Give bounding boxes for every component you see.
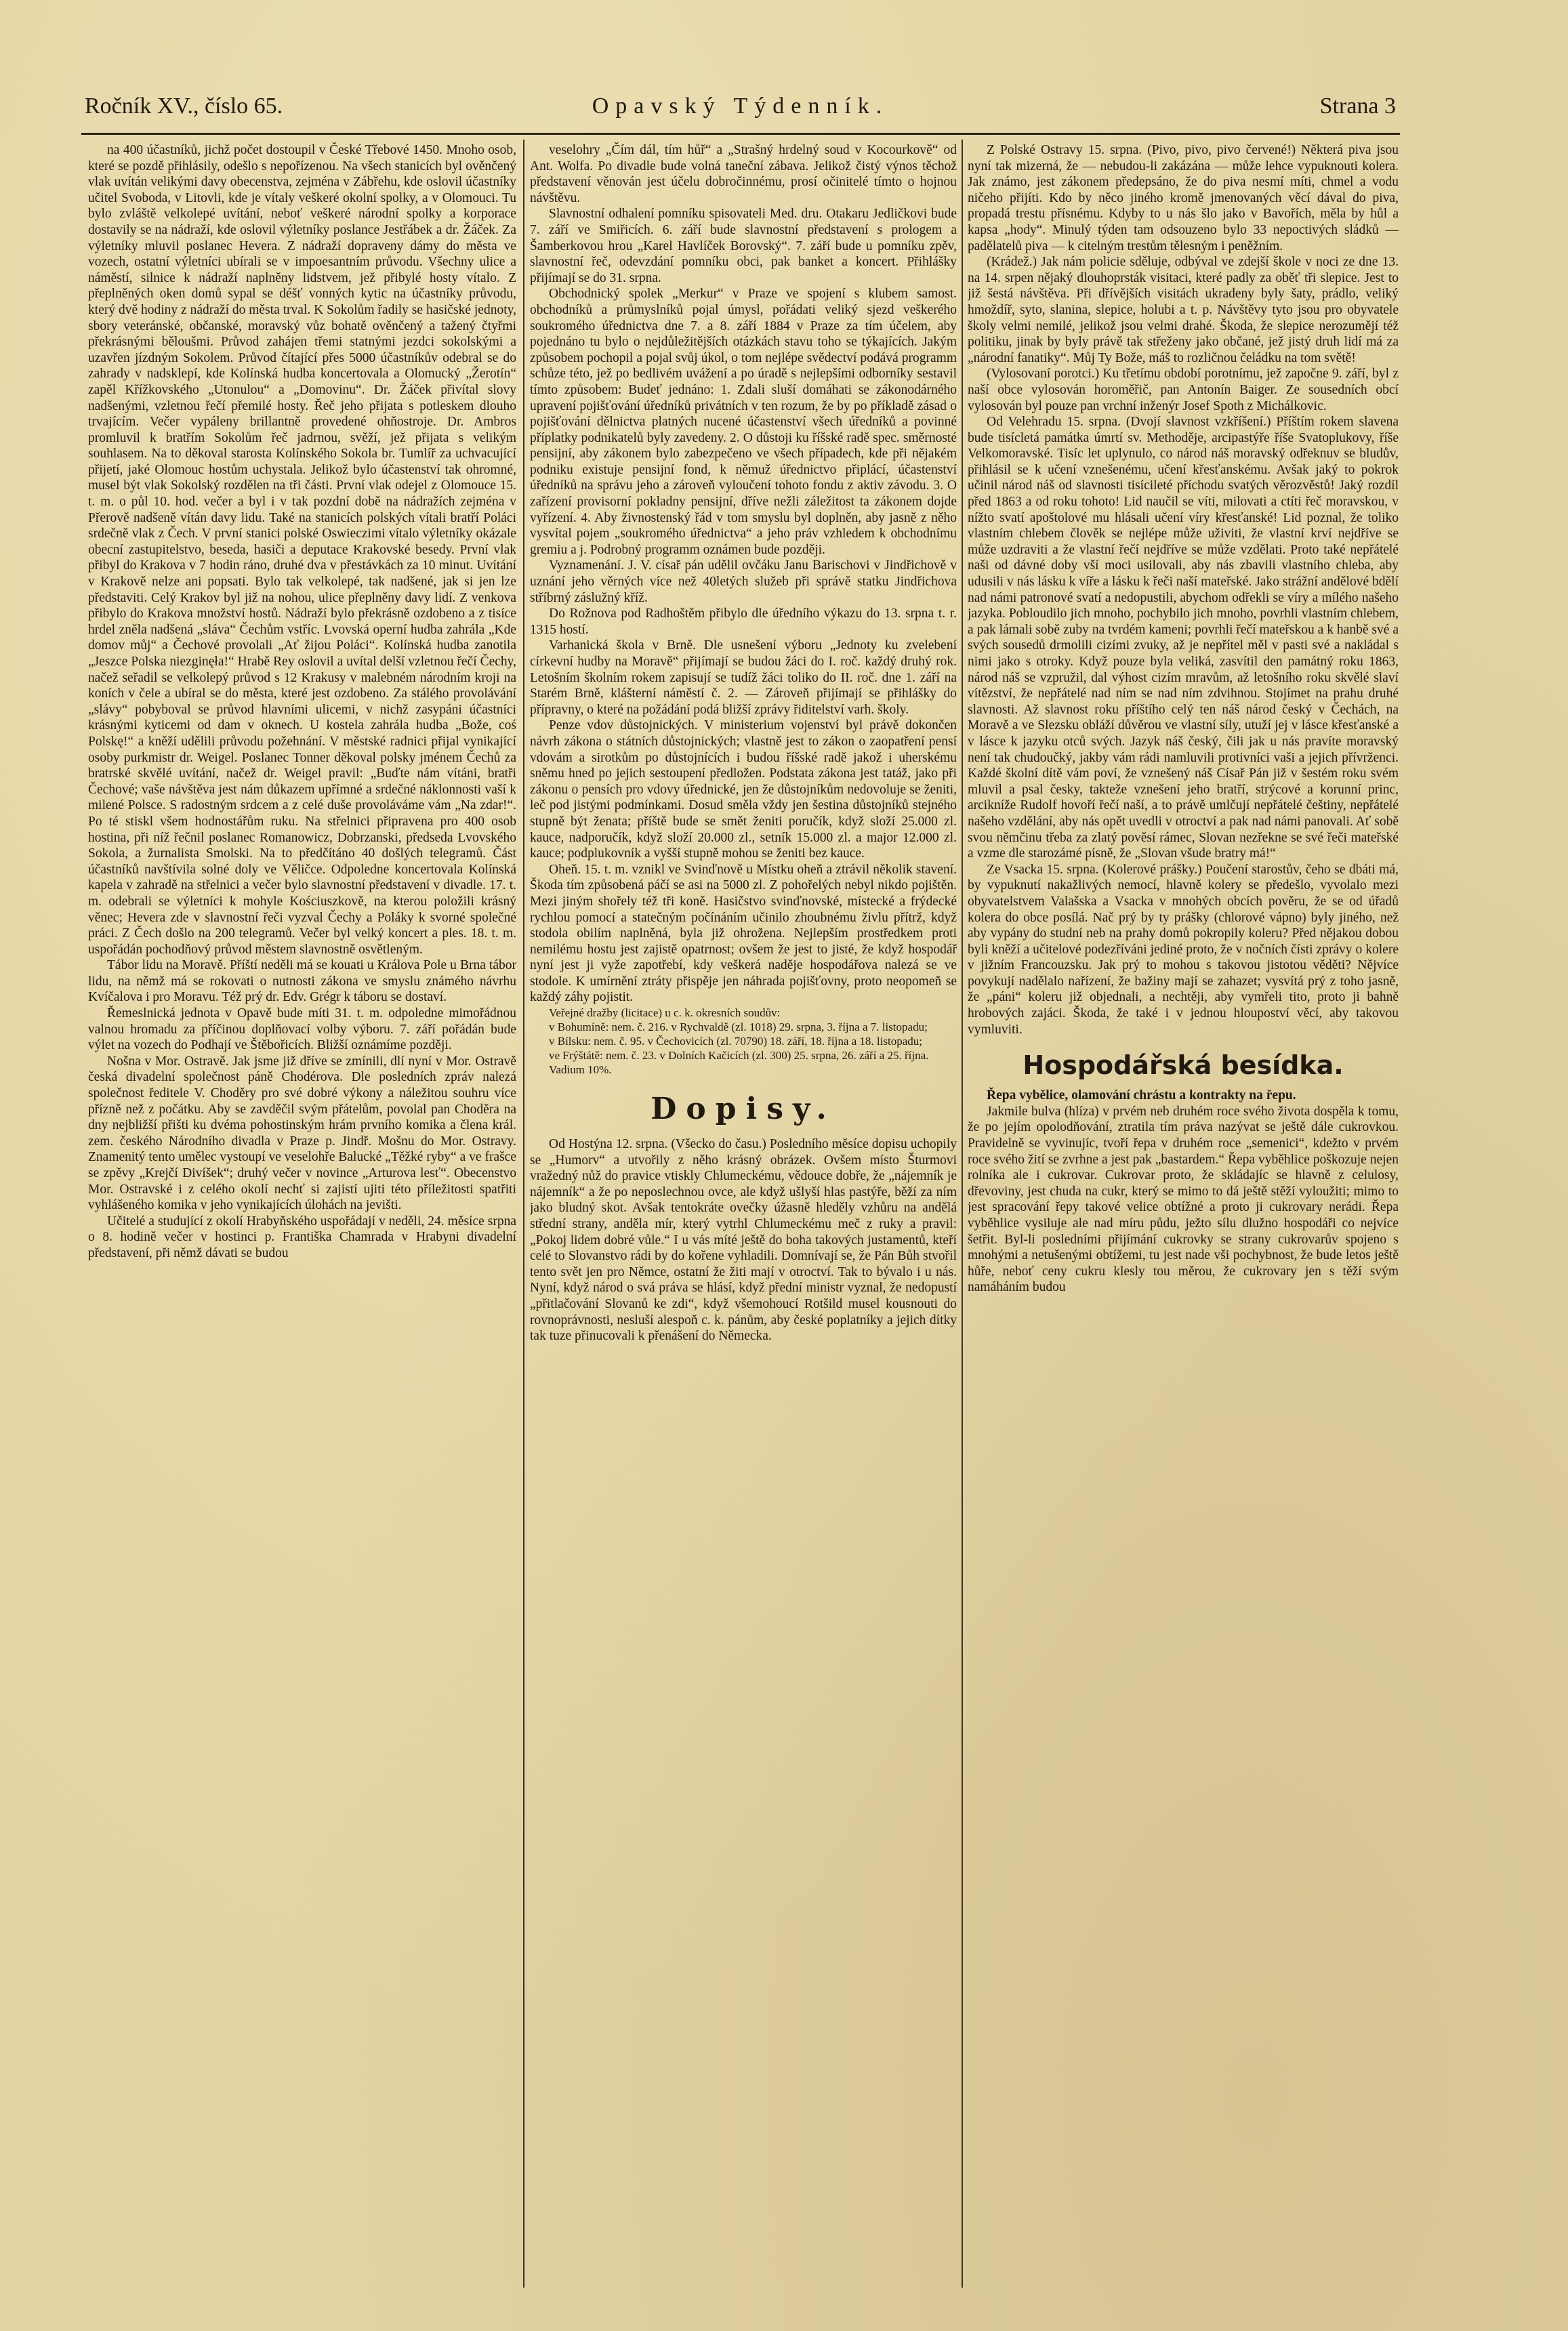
page-number: Strana 3 <box>1319 94 1396 119</box>
section-heading-besidka: Hospodářská besídka. <box>1023 1050 1344 1081</box>
article-text: (Krádež.) Jak nám policie sděluje, odbýval ve zdejší škole v noci ze dne 13. na 14. srpen nějaký dlouhoprsták visitaci, které padly za oběť tři slepice. Jest to již šestá návštěva. Při dřívějších visitách ukradeny byly šaty, prádlo, veliký hmoždíř, syto, slanina, slepice, holubi a t. p. Návštěvy tyto jsou pro obyvatele školy velmi nemilé, jelikož jsou velmi drahé. Škoda, že slepice nerozumějí též politiku, jinak by byly právě tak střeženy jako občané, jež jistý druh lidí má za „národní fanatiky“. Můj Ty Bože, máš to rozličnou čeládku na tom světě! <box>968 255 1399 365</box>
article-text: Slavnostní odhalení pomníku spisovateli Med. dru. Otakaru Jedličkovi bude 7. září ve Smiřicích. 6. září bude slavnostní představení s prologem a Šamberkovou hrou „Karel Havlíček Borovský“. 7. září bude u pomníku zpěv, slavnostní řeč, odevzdání pomníku obci, pak banket a koncert. Přihlášky přijímají se do 31. srpna. <box>530 207 957 285</box>
article-text: (Vylosovaní porotci.) Ku třetímu období porotnímu, jež započne 9. září, byl z naší obce vylosován horoměřič, pan Antonín Baiger. Ze sousedních obcí vylosován byl pouze pan vrchní inženýr Josef Spoth z Michálkovic. <box>968 367 1399 413</box>
article-text: Tábor lidu na Moravě. Příští neděli má se kouati u Králova Pole u Brna tábor lidu, na němž má se rokovati o nutnosti zákona ve smyslu známého návrhu Kvíčalova i pro Moravu. Též prý dr. Edv. Grégr k táboru se dostaví. <box>88 958 516 1005</box>
article-subheading: Řepa vybělice, olamování chrástu a kontrakty na řepu. <box>987 1088 1296 1103</box>
column-divider <box>523 140 524 2288</box>
auction-entry: v Bohumíně: nem. č. 216. v Rychvaldě (zl. 1018) 29. srpna, 3. října a 7. listopadu; <box>549 1020 928 1034</box>
column-2 <box>530 142 957 2290</box>
page-header <box>85 94 1396 134</box>
article-text: Jakmile bulva (hlíza) v prvém neb druhém roce svého života dospěla k tomu, že po jejím opolodňování, ztratila tím práva nazývat se ještě dále cukrovkou. Pravidelně se vyvinujíc, tvoří řepa v druhém roce „semenici“, kdežto v prvém roce svého žití se zvrhne a jest pak „bastardem.“ Řepa vyběhlice poškozuje nejen rolníka ale i cukrovar. Cukrovar proto, že skládajíc se hlavně z celulosy, dřevoviny, jest chuda na cukr, který se mimo to dá ještě stěží vyloužiti; mimo to jest spracování řepy takové velice obtížné a proto ji cukrovary nerádi. Řepa vyběhlice vysiluje ale nad míru půdu, ježto sílu dlužno hospodáři co nejvíce šetřit. Byl-li posledními přijímání cukrovky se strany cukrovarův spojeno s mnohými a netušenými obtížemi, tu jest nade vši pochybnost, že bude letos ještě hůře, neboť ceny cukru klesly tou měrou, že cukrovary jen s těží svým namáháním budou <box>968 1104 1399 1295</box>
column-1 <box>88 142 516 2290</box>
column-3 <box>968 142 1399 2290</box>
article-text: Oheň. 15. t. m. vznikl ve Svinďnově u Místku oheň a ztrávil několik stavení. Škoda tím způsobená páčí se asi na 5000 zl. Z pohořelých nebyl nikdo pojištěn. Mezi jiným shořely též tři koně. Hasičstvo svinďnovské, místecké a frýdecké rychlou pomocí a statečným počínáním učinilo zhoubnému živlu přítrž, když stodola obilím naplněná, byla již ohrožena. Nejlepším prostředkem proti nemilému hostu jest zajistě opatrnost; ovšem že jest to jisté, že když hospodář nyní jest ji vyže zapotřebí, kdy veškerá naděje hospodářova nalezá se ve stodole. K umírnění ztráty přispěje jen náhrada pojišťovny, proto neopomeň se každý záhy pojistit. <box>530 862 957 1005</box>
article-text: Ze Vsacka 15. srpna. (Kolerové prášky.) Poučení starostův, čeho se dbáti má, by vypuknutí nakažlivých nemocí, hlavně kolery se předešlo, vyvolalo mezi obyvatelstvem Valašska a Vsacka v mnohých obcích pověru, že se od úřadů kolera do obce posílá. Nač prý by ty prášky (chlorové vápno) byly jiného, než aby vypány do studní neb na prahy domů pokropily koleru? Před nějakou dobou byli kněží a učitelové podezříváni jediné proto, že v nočních čísti zprávy o kolere v jižním Francouzsku. Jak prý to mohou s takovou jistotou věděti? Nějvíce povykují nadělalo nařízení, že bažiny mají se zahazet; vysvítá prý z toho jasně, že „páni“ koleru již objednali, a nechtěji, aby vymřeli tito, proto ji bahně hrobových zajáci. Škoda, že také i v jednou hloupoství věcí, aby takovou vymluviti. <box>968 862 1399 1037</box>
article-text: Do Rožnova pod Radhoštěm přibylo dle úředního výkazu do 13. srpna t. r. 1315 hostí. <box>530 606 957 637</box>
article-text: Obchodnický spolek „Merkur“ v Praze ve spojení s klubem samost. obchodníků a průmyslníků pojal úmysl, pořádati veliký sjezd veškerého soukromého úřednictva dne 7. a 8. září 1884 v Praze za tím účelem, aby pojednáno tu bylo o nejdůležitějších otázkách stavu toho se týkajících. Jakým způsobem pochopil a pojal svůj úkol, o tom nejlépe svědectví podává programm schůze této, jež po bedlivém uvážení a po úradě s nejlepšími odborníky sestavil tímto způsobem: Budeť jednáno: 1. Zdali sluší domáhati se zákonodárného upravení pojišťování úředníků privátních v ten rozum, že by po příkladě zásad o pojišťování dělnictva platných nucené účastenství všech úředníků a povinné příplatky podnikatelů byly zavedeny. 2. O důstoji ku říšské radě spec. směrnosté pensijní, aby zákonem bylo zabezpečeno ve všech případech, kde při nějakém podniku existuje pensijní fond, k němuž úřednictvo připlácí, účastenství úředníků na správu jeho a zároveň vyloučení tohoto fondu z aktiv závodu. 3. O zařízení provisorní pokladny pensijní, dříve nežli záležitost ta zákonem dojde vyřízení. 4. Aby živnostenský řád v tom smyslu byl doplněn, aby jasně z něho vysvítal pojem „soukromého úřednictva“ a jeho práv vzhledem k obchodnímu gremiu a j. Podrobný programm oznámen bude později. <box>530 287 957 557</box>
article-text: Řemeslnická jednota v Opavě bude míti 31. t. m. odpoledne mimořádnou valnou hromadu za příčinou doplňovací volby výboru. 7. září pořádán bude výlet na vozech do Podhají ve Štěbořicích. Bližší oznámíme později. <box>88 1006 516 1053</box>
issue-number: Ročník XV., číslo 65. <box>85 94 283 119</box>
article-text: na 400 účastníků, jichž počet dostoupil v České Třebové 1450. Mnoho osob, které se pozdě přihlásily, odešlo s nepořízenou. Na všech stanicích byl ověnčený vlak uvítán velikými davy obecenstva, zejména v Zábřehu, kde oslovil účastníky učitel Svoboda, v Litovli, kde je vítaly veškeré okolní spolky, a v Olomouci. Tu bylo zvláště velkolepé uvítání, neboť veškeré národní spolky a korporace dostavily se na nádraží, kde oslovil výletníky poslance Jestřábek a dr. Žáček. Za výletníky mluvil poslanec Hevera. Z nádraží dopraveny dámy do města ve vozech, ostatní výletníci ubírali se v impoesantním průvodu. Všechny ulice a náměstí, silnice k nádraží naplněny lidstvem, jež přibylé hosty vítalo. Z přeplněných oken domů sypal se déšť vonných kytic na účastníky průvodu, který dvě hodiny z nádraží do města trval. K Sokolům řadily se hasičské jednoty, sbory veteránské, občanské, moravský vůz bohatě ověnčený a tažený čtyřmi překrásnými běloušmi. Průvod zahájen třemi statnými jezdci sokolskými a uzavřen jízdným Sokolem. Průvod čítající přes 5000 účastníkův odebral se do zahrady v nadsklepí, kde Kolínská hudba koncertovala a Olomucký „Žerotín“ zapěl Křížkovského „Utonulou“ a „Domovinu“. Dr. Žáček přivítal slovy nadšenými, vzletnou řečí přemilé hosty. Řeč jeho přijata s potleskem dlouho trvajícím. Večer vypáleny brillantně provedené ohňostroje. Dr. Ambros promluvil k bratřím Sokolům řeč jadrnou, svěží, jež přijata s velikým souhlasem. Na to děkoval starosta Kolínského Sokola br. Tumlíř za uchvacující přijetí, jaké Olomouc hostům uchystala. Jelikož bylo účastenství tak ohromné, musel být vlak Sokolský rozdělen na tři části. První vlak odejel z Olomouce 15. t. m. o půl 10. hod. večer a byl i v tak pozdní době na nádražích zejména v Přerově nadšeně vítán davy lidu. Také na stanicích polských vítali bratří Poláci srdečně vlak z Čech. V první stanici polské Oswieczimi vítalo výletníky okázale obecní zastupitelstvo, beseda, hasiči a deputace Krakovské besedy. První vlak přibyl do Krakova v 7 hodin ráno, druhé dva v přestávkách za 10 minut. Uvítání v Krakově nelze ani popsati. Bylo tak velkolepé, tak nadšené, jak si jen lze představiti. Celý Krakov byl již na nohou, ulice přeplněny davy lidí. Z venkova přibylo do Krakova množství hostů. Nádraží bylo překrásně ozdobeno a z tisíce hrdel zněla nadšená „sláva“ Čechům vstříc. Lvovská operní hudba zahrála „Kde domov můj“ a Čechové provolali „Ať žijou Poláci“. Kolínská hudba zanotila „Jeszce Polska niezginęła!“ Hrabě Rey oslovil a uvítal delší vzletnou řečí Čechy, načež seřadil se velkolepý průvod s 12 Krakusy v malebném národním kroji na koních v čele a ubíral se do města, které jest ozdobeno. Za stálého provolávání „slávy“ pobyboval se průvod hlavními ulicemi, v nichž zasypáni účastníci krásnými kyticemi od dam v oknech. U kostela zahrála hudba „Bože, coś Polskę!“ a kněží udělili průvodu požehnání. V městské radnici přijal vynikající osoby purkmistr dr. Weigel. Poslanec Tonner děkoval polsky jménem Čechů za bratrské skvělé uvítání, načež dr. Weigel pravil: „Buďte nám vítáni, bratři Čechové; vaše návštěva jest nám důkazem upřímné a srdečné náklonnosti vaší k milené Polsce. S radostným srdcem a z celé duše provoláváme vám „Na zdar!“. Po té stiskl všem hodnostářům ruku. Na střelnici připravena pro 400 osob hostina, při níž řečnil poslanec Romanowicz, Dobrzanski, předseda Lvovského Sokola, a žurnalista Smolski. Na to předčítáno 40 došlých telegramů. Část účastníků navštívila solné doly ve Věličce. Odpoledne koncertovala Kolínská kapela v zahradě na střelnici a večer bylo slavnostní představení v divadle. 17. t. m. odebrali se výletníci k mohyle Kościuszkově, na kterou položili krásný věnec; Hevera zde v slavnostní řeči vyzval Čechy a Poláky k svorné společné práci. Z Čech došlo na 200 telegramů. Večer byl velký koncert a ples. 18. t. m. uspořádán pochodňový průvod městem slavnostně osvětleným. <box>88 143 516 957</box>
section-heading-dopisy: Dopisy. <box>651 1092 836 1127</box>
auction-vadium: Vadium 10%. <box>549 1063 612 1077</box>
article-text: Od Velehradu 15. srpna. (Dvojí slavnost vzkříšení.) Příštím rokem slavena bude tisícletá památka úmrtí sv. Methoděje, arcipastýře říše Svatoplukovy, říše Velkomoravské. Tisíc let uplynulo, co národ náš moravský odřeknuv se bludův, přihlásil se k učení vznešenému, učení křesťanskému. Avšak jaký to pokrok učinil národ náš od slavnosti tisícileté příchodu svatých věrozvěstů! Jaký rozdíl před 1863 a od roku tohoto! Lid naučil se víti, milovati a ctíti řeč moravskou, v nížto svatí apoštolové mu hlásali učení víry křesťanské! Lid poznal, že toliko vlastním chlebem člověk se nejlépe může uživiti, že vlastní krví nejdříve se může uzdraviti a že vlastní řečí nejdříve se může vzdělati. Proto také nepřátelé naši od dávné doby vší moci usilovali, aby nás zbavili vlastního chleba, aby udusili v nás lásku k víře a lásku k řeči naší mateřské. Jako strážní andělové bdělí nad námi patronové svatí a nedopustili, abychom odřekli se víry a mílého našeho jazyka. Pobloudilo jich mnoho, pochybilo jich mnoho, povrhli vlastním chlebem, a pak lámali sobě zuby na tvrdém kameni; povrhli řečí mateřskou a k hanbě své a svých sousedů drmolili cizími zvuky, až je nepřítel měl v pasti své a nakládal s nimi jako s otroky. Když pouze byla veliká, zasvítil den památný roku 1863, národ náš se vzpružil, dal výhost cizím mravům, až letošního roku skvělé slaví vítězství, že nepřátelé nad ním se nad ním zdvihnou. Stojímet na prahu druhé slavnosti. Až slavnost roku příštího celý ten náš národ český v Čechách, na Moravě a ve Slezsku obláží důvěrou ve vlastní síly, utuží jej v lásce křesťanské a v lásce k jazyku otců svých. Jazyk náš český, čili jak u nás pravíte moravský není tak chudoučký, jakby vám rádi namluvili protivníci vaši a jejich přívrženci. Každé školní dítě vám poví, že vznešený náš Císař Pán již v šestém roku svém mluvil a psal česky, takteže vznešení jeho bratří, strýcové a korunní princ, arcikníže Rudolf hovoří řečí naší, a to právě umlčují nepřátelé češtiny, nepřátelé našeho vzdělání, aby nás opět uvedli v otroctví a pak nad námi panovali. Ať sobě svou němčinu třeba za zlatý pověsí rámec, Slovan nezřekne se své řeči mateřské a vzme dle starozámé písně, že „Slovan všude bratry má!“ <box>968 415 1399 861</box>
article-text: veselohry „Čím dál, tím hůř“ a „Strašný hrdelný soud v Kocourkově“ od Ant. Wolfa. Po divadle bude volná taneční zábava. Jelikož čistý výnos těchož představení věnován jest účelu dobročinnému, prosí očinitelé tímto o hojnou návštěvu. <box>530 143 957 205</box>
article-text: Varhanická škola v Brně. Dle usnešení výboru „Jednoty ku zvelebení církevní hudby na Moravě“ přijímají se budou žáci do I. roč. každý druhý rok. Letošním školním rokem zapisují se tudíž žáci toliko do II. roč. dne 1. září na Starém Brně, klášterní náměstí č. 2. — Zároveň přijímají se přihlášky do přípravny, o které na požádání podá bližší zprávy řiditelství varh. školy. <box>530 638 957 717</box>
article-text: Nošna v Mor. Ostravě. Jak jsme již dříve se zmínili, dlí nyní v Mor. Ostravě česká divadelní společnost páně Chodérova. Dle posledních zpráv nalezá společnost ředitele V. Choděry pro své dobré výkony a náležitou souhru více přízně než z počátku. Aby se zavděčil svým přátelům, povolal pan Choděra na dny nejbližší přišti ku dvéma pohostinským hrám prvního komika a člena král. zem. českého Národního divadla v Praze p. Jindř. Mošnu do Mor. Ostravy. Znamenitý tento umělec vystoupí ve veselohře Balucké „Těžké ryby“ a ve frašce se zpěvy „Krejčí Divíšek“; druhý večer v novince „Arturova lesť“. Obecenstvo Mor. Ostravské i z celého okolí nechť si zajistí ujiti této příležitosti spatřiti vyhlášeného komika v jeho vynikajících úlohách na jevišti. <box>88 1054 516 1213</box>
article-text: Učitelé a studující z okolí Hrabyňského uspořádají v neděli, 24. měsíce srpna o 8. hodině večer v hostinci p. Františka Chamrada v Hrabyni divadelní představení, při němž dávati se budou <box>88 1214 516 1260</box>
auction-entry: ve Frýštátě: nem. č. 23. v Dolních Kačicích (zl. 300) 25. srpna, 26. září a 25. října. <box>549 1049 929 1063</box>
auction-title: Veřejné dražby (licitace) u c. k. okresních soudův: <box>549 1006 781 1020</box>
auction-entry: v Bílsku: nem. č. 95. v Čechovicích (zl. 70790) 18. září, 18. října a 18. listopadu; <box>549 1035 922 1048</box>
header-rule <box>81 133 1400 135</box>
article-text: Vyznamenání. J. V. císař pán udělil ovčáku Janu Barischovi v Jindřichově v uznání jeho věrných více než 40letých služeb při správě statku Jindřichova stříbrný záslužný kříž. <box>530 558 957 605</box>
column-divider <box>962 140 963 2288</box>
newspaper-title: Opavský Týdenník. <box>592 94 889 119</box>
article-text: Z Polské Ostravy 15. srpna. (Pivo, pivo, pivo červené!) Některá piva jsou nyní tak mizerná, že — nebudou-li zakázána — může lehce vypuknouti kolera. Jak známo, jest zákonem předepsáno, že do piva nesmí míti, chmel a vodu ničeho přijíti. Kdo by něco jiného kromě jmenovaných věcí dával do piva, propadá trestu přísnému. Kdyby to u nás šlo jako v Bavořích, měla by hůl a kapsa „hody“. Minulý týden tam odsouzeno bylo 33 nepoctivých sládků — padělatelů piva — k citelným trestům tělesným i peněžním. <box>968 143 1399 253</box>
article-text: Penze vdov důstojnických. V ministerium vojenství byl právě dokončen návrh zákona o státních důstojnických; vlastně jest to zákon o zaopatření pensí vdovám a sirotkům po důstojnících i budou říšské radě jakož i uherskému sněmu hned po jejich sestoupení předložen. Podstata zákona jest tatáž, jako při zákonu o pensích pro vdovy úřednické, jen že důstojníkům nedovoluje se ženiti, leč pod jistými podmínkami. Dosud směla vždy jen šestina důstojníků stejného stupně být ženata; příště bude se smět ženiti poručík, když složí 25.000 zl. kauce, nadporučík, když složí 20.000 zl., setník 15.000 zl. a major 12.000 zl. kauce; podplukovník a vyšší stupně mohou se ženiti bez kauce. <box>530 718 957 861</box>
article-text: Od Hostýna 12. srpna. (Všecko do času.) Posledního měsíce dopisu uchopily se „Humorv“ a utvořily z něho krásný obrázek. Ovšem místo Šturmovi vražedný nůž do pravice vtiskly Chlumeckému, vědouce dobře, že „nájemník je nájemník“ a že po neposlechnou ovce, ale když ušlyší hlas pastýře, běží za ním jako bludný skot. Avšak tentokráte ovečky úžasně hleděly vzhůru na andělá střední strany, anděla mír, který vytrhl Chlumeckému meč z ruky a pravil: „Pokoj lidem dobré vůle.“ I u vás míté ještě do boha takových justamentů, kteří celé to Slovanstvo rádi by do kořene vyhladili. Domnívají se, že Pán Bůh stvořil tento svět jen pro Němce, ostatní že žiti mají v otroctví. Tak to bývalo i u nás. Nyní, když národ o svá práva se hlásí, když přední ministr vyznal, že nedopustí „přitlačování Slovanů ke zdi“, když všemohoucí Rotšild musel kousnouti do rovnoprávnosti, nesluší alespoň c. k. pánům, aby české poplatníky a jejich dítky tak tuze přinucovali k přenášení do Německa. <box>530 1137 957 1344</box>
